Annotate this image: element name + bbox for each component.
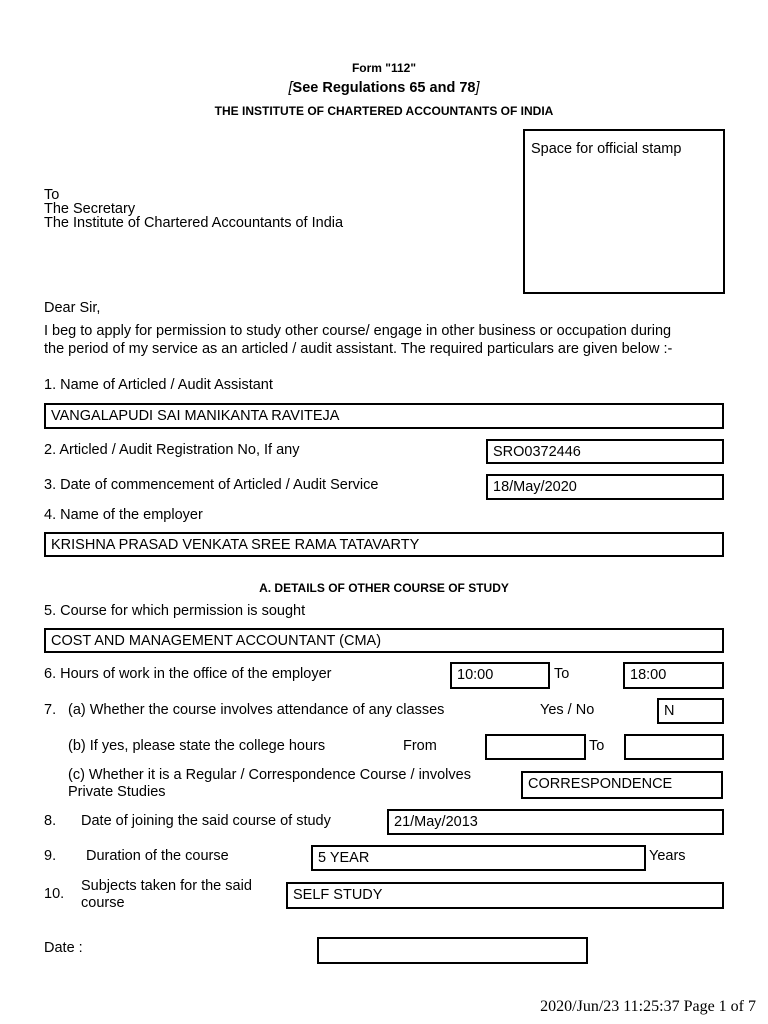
q7c-label-line1: (c) Whether it is a Regular / Correspondence Course / involves xyxy=(68,767,471,783)
address-line-secretary: The Secretary xyxy=(44,201,136,217)
address-to: To xyxy=(44,187,60,203)
commencement-date-field[interactable] xyxy=(486,474,724,500)
q9-label: Duration of the course xyxy=(86,848,229,864)
registration-no-field[interactable] xyxy=(486,439,724,464)
salutation: Dear Sir, xyxy=(44,300,101,316)
bracket-open: [ xyxy=(288,80,293,96)
stamp-label: Space for official stamp xyxy=(531,141,682,157)
q1-label: 1. Name of Articled / Audit Assistant xyxy=(44,377,273,393)
q5-label: 5. Course for which permission is sought xyxy=(44,603,306,619)
subjects-field[interactable] xyxy=(286,882,724,909)
q7c-label-line2: Private Studies xyxy=(68,784,166,800)
official-stamp-box xyxy=(523,129,725,294)
date-field[interactable] xyxy=(317,937,588,964)
college-hours-from-value xyxy=(487,738,492,739)
course-field[interactable] xyxy=(44,628,724,653)
college-hours-from-field[interactable] xyxy=(485,734,586,760)
joining-date-value: 21/May/2013 xyxy=(394,814,478,830)
footer-timestamp: 2020/Jun/23 11:25:37 Page 1 of 7 xyxy=(540,998,756,1015)
work-hours-to-label: To xyxy=(554,666,570,682)
yes-no-label: Yes / No xyxy=(540,702,595,718)
q4-label: 4. Name of the employer xyxy=(44,507,203,523)
attendance-value: N xyxy=(664,703,675,719)
course-type-value: CORRESPONDENCE xyxy=(528,776,673,792)
college-hours-to-label: To xyxy=(589,738,605,754)
work-hours-to-value: 18:00 xyxy=(630,667,667,683)
attendance-field[interactable] xyxy=(657,698,724,724)
q9-number: 9. xyxy=(44,848,57,864)
work-hours-from-field[interactable] xyxy=(450,662,550,689)
duration-unit: Years xyxy=(649,848,686,864)
letter-body-line2: the period of my service as an articled / audit assistant. The required particulars are given below :- xyxy=(44,341,673,357)
duration-value: 5 YEAR xyxy=(318,850,370,866)
course-type-field[interactable] xyxy=(521,771,723,799)
subjects-value: SELF STUDY xyxy=(293,887,383,903)
q6-label: 6. Hours of work in the office of the employer xyxy=(44,666,332,682)
q7a-label: (a) Whether the course involves attendance of any classes xyxy=(68,702,445,718)
q10-label-line1: Subjects taken for the said xyxy=(81,878,252,894)
q8-number: 8. xyxy=(44,813,57,829)
college-hours-to-field[interactable] xyxy=(624,734,724,760)
form-number: Form "112" xyxy=(351,61,417,75)
regulations-text: See Regulations 65 and 78 xyxy=(292,80,476,96)
joining-date-field[interactable] xyxy=(387,809,724,835)
section-a-heading: A. DETAILS OF OTHER COURSE OF STUDY xyxy=(259,581,509,595)
college-hours-to-value xyxy=(626,738,631,739)
institute-title: THE INSTITUTE OF CHARTERED ACCOUNTANTS OF INDIA xyxy=(214,104,554,118)
work-hours-from-value: 10:00 xyxy=(457,667,494,683)
date-label: Date : xyxy=(44,940,83,956)
q3-label: 3. Date of commencement of Articled / Audit Service xyxy=(44,477,379,493)
assistant-name-value: VANGALAPUDI SAI MANIKANTA RAVITEJA xyxy=(51,408,340,424)
employer-name-value: KRISHNA PRASAD VENKATA SREE RAMA TATAVARTY xyxy=(51,537,420,553)
q7b-label: (b) If yes, please state the college hours xyxy=(68,738,326,754)
registration-no-value: SRO0372446 xyxy=(493,444,581,460)
commencement-date-value: 18/May/2020 xyxy=(493,479,577,495)
assistant-name-field[interactable] xyxy=(44,403,724,429)
bracket-close: ] xyxy=(475,80,480,96)
q10-label-line2: course xyxy=(81,895,125,911)
q10-number: 10. xyxy=(44,886,65,902)
duration-field[interactable] xyxy=(311,845,646,871)
q7-number: 7. xyxy=(44,702,57,718)
q2-label: 2. Articled / Audit Registration No, If any xyxy=(44,442,300,458)
work-hours-to-field[interactable] xyxy=(623,662,724,689)
regulations-heading xyxy=(0,80,768,96)
course-value: COST AND MANAGEMENT ACCOUNTANT (CMA) xyxy=(51,633,382,649)
employer-name-field[interactable] xyxy=(44,532,724,557)
college-hours-from-label: From xyxy=(403,738,437,754)
letter-body-line1: I beg to apply for permission to study other course/ engage in other business or occupation during xyxy=(44,323,672,339)
q8-label: Date of joining the said course of study xyxy=(81,813,331,829)
address-line-institute: The Institute of Chartered Accountants of India xyxy=(44,215,344,231)
date-value xyxy=(319,941,324,942)
